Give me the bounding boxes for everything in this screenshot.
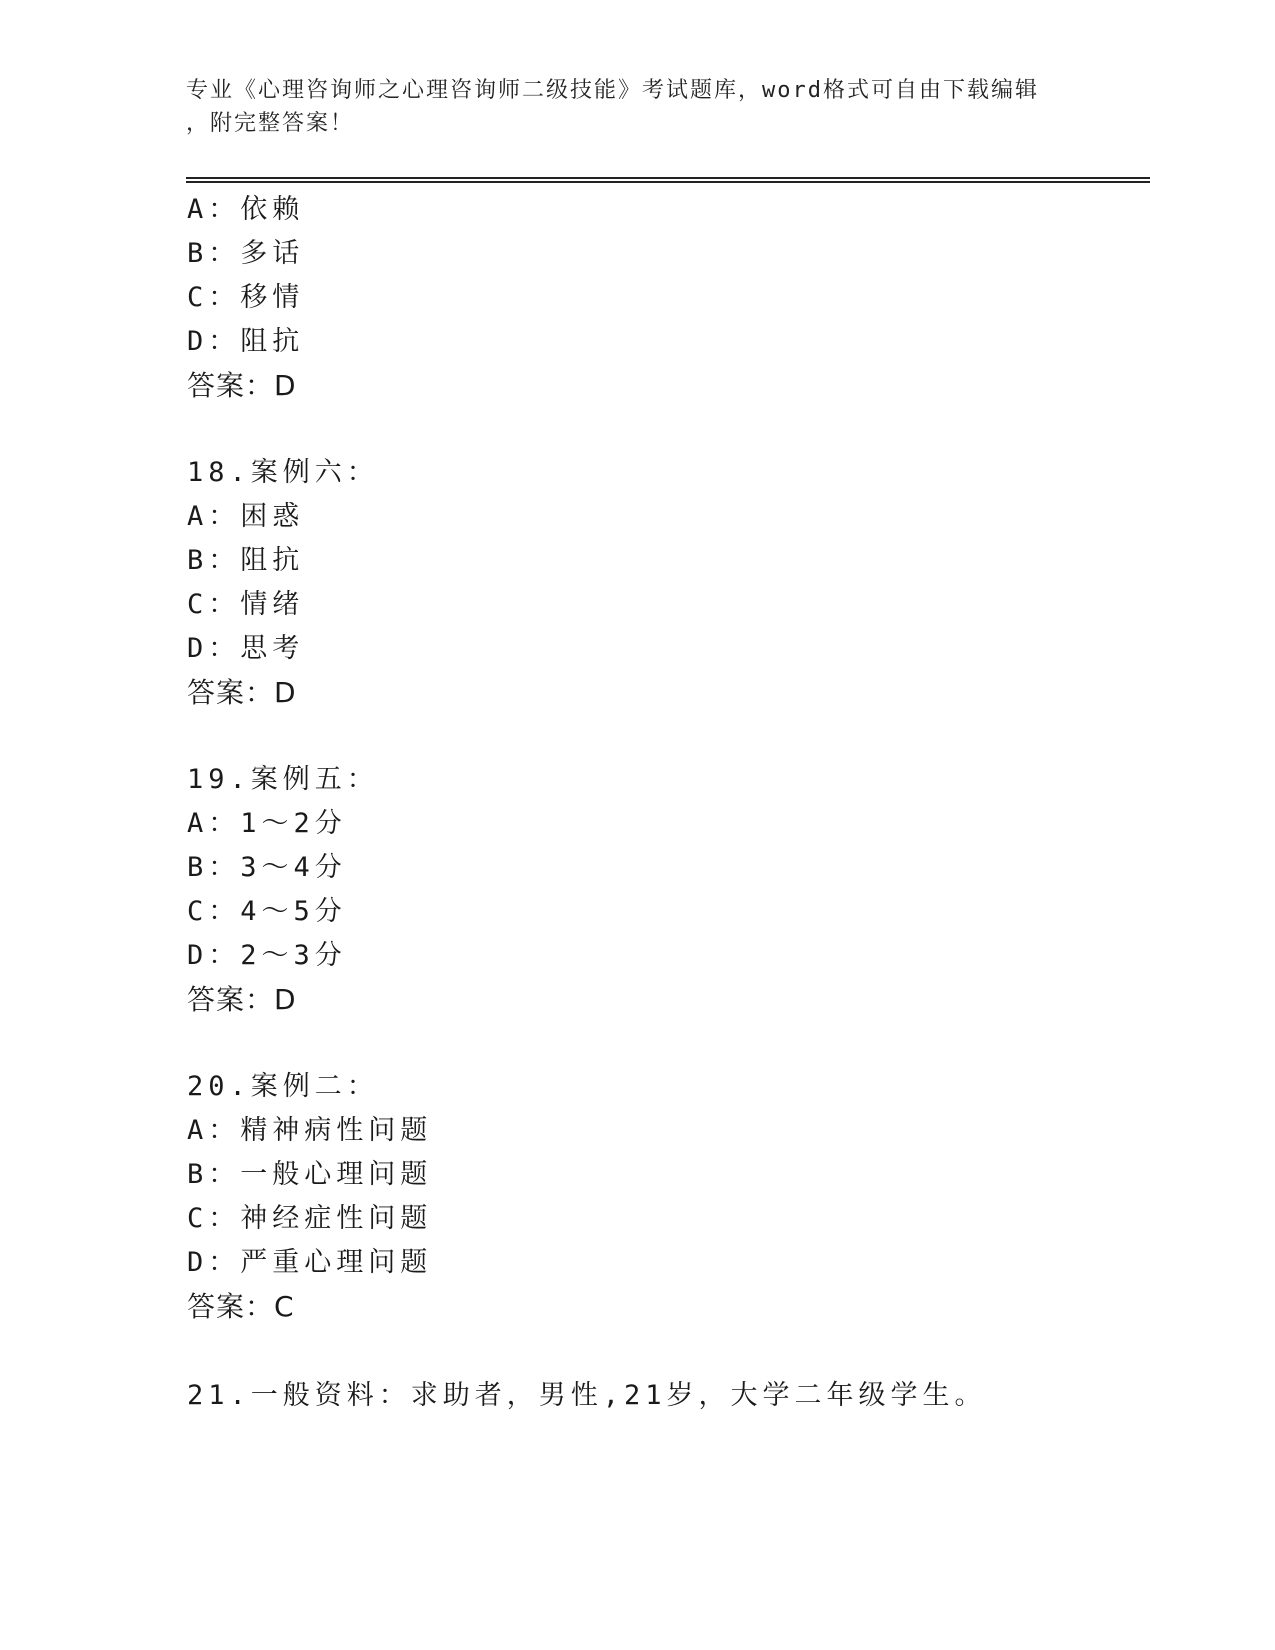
q18-option-c: C：情绪 [187,589,305,620]
q18-question: 18.案例六： [187,457,379,488]
q20-question: 20.案例二： [187,1071,379,1102]
header-divider-bottom [186,181,1150,183]
q20-option-b: B：一般心理问题 [187,1159,433,1190]
q18-option-d: D：思考 [187,633,305,664]
q18-option-b: B：阻抗 [187,545,305,576]
q17-option-b: B：多话 [187,238,305,269]
q19-option-c: C：4～5分 [187,896,347,927]
q20-option-c: C：神经症性问题 [187,1203,433,1234]
q17-answer: 答案：D [187,369,297,402]
q19-option-d: D：2～3分 [187,940,347,971]
header-title-line2: ，附完整答案！ [186,111,355,136]
q17-option-d: D：阻抗 [187,326,305,357]
q19-answer: 答案：D [187,983,297,1016]
document-header [186,74,1086,140]
q17-option-c: C：移情 [187,282,305,313]
q17-option-a: A：依赖 [187,194,305,225]
q19-option-b: B：3～4分 [187,852,347,883]
q20-option-d: D：严重心理问题 [187,1247,433,1278]
header-divider-top [186,177,1150,179]
q19-question: 19.案例五： [187,764,379,795]
q18-option-a: A：困惑 [187,501,305,532]
q20-answer: 答案：C [187,1290,295,1323]
q18-answer: 答案：D [187,676,297,709]
q20-option-a: A：精神病性问题 [187,1115,433,1146]
q19-option-a: A：1～2分 [187,808,347,839]
header-title-line1: 专业《心理咨询师之心理咨询师二级技能》考试题库，word格式可自由下载编辑 [186,78,1039,103]
q21-question: 21.一般资料：求助者，男性,21岁，大学二年级学生。 [187,1380,987,1411]
